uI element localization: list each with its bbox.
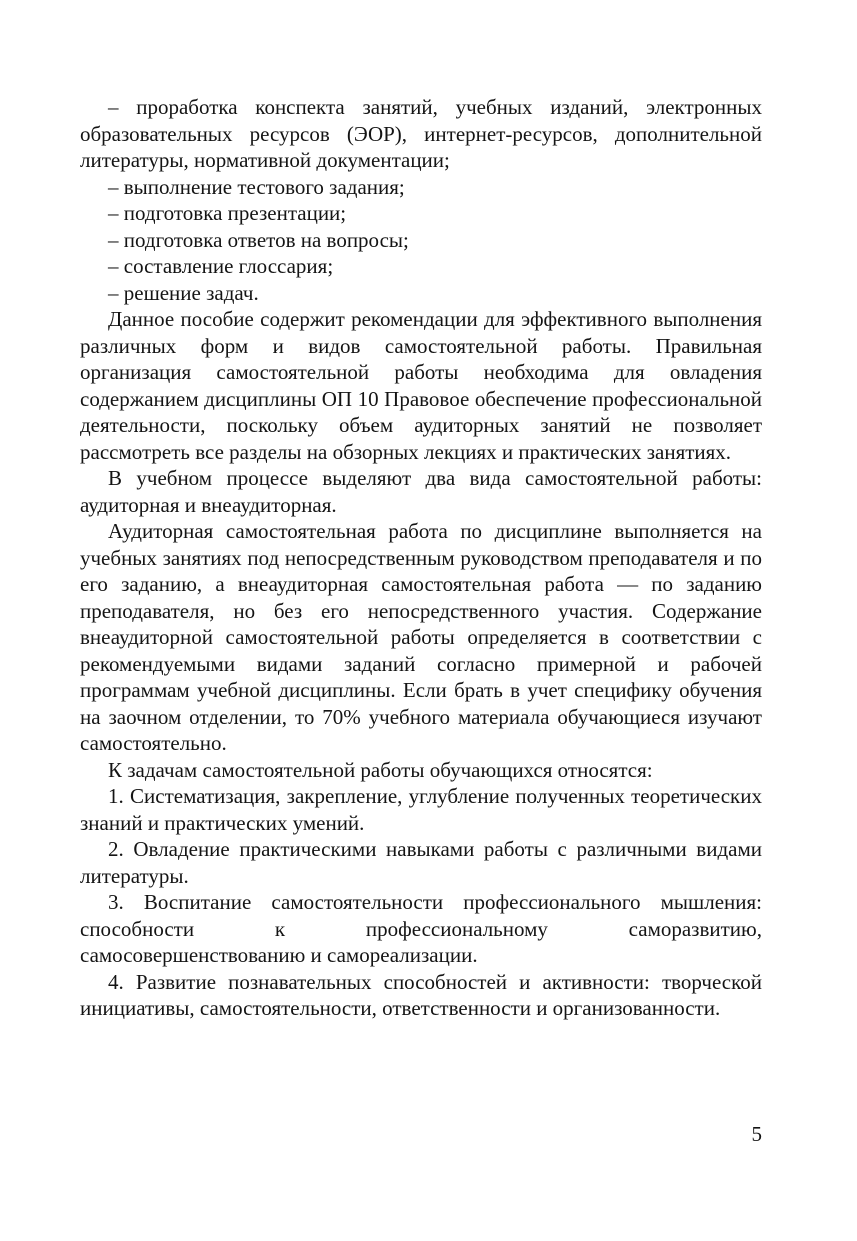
numbered-task-paragraph: 2. Овладение практическими навыками работы с различными видами литературы. (80, 837, 762, 888)
numbered-task-paragraph: 3. Воспитание самостоятельности профессионального мышления: способности к профессиональному саморазвитию, самосовершенствованию и самореализации. (80, 890, 762, 967)
page-number: 5 (751, 1122, 762, 1146)
numbered-task-paragraph: 1. Систематизация, закрепление, углубление полученных теоретических знаний и практических умений. (80, 784, 762, 835)
paragraph: В учебном процессе выделяют два вида самостоятельной работы: аудиторная и внеаудиторная. (80, 466, 762, 517)
paragraph: Аудиторная самостоятельная работа по дисциплине выполняется на учебных занятиях под непосредственным руководством преподавателя и по его заданию, а внеаудиторная самостоятельная работа — по заданию преподавателя, но без его непосредственного участия. Содержание внеаудиторной самостоятельной работы определяется в соответствии с рекомендуемыми видами заданий согласно примерной и рабочей программам учебной дисциплины. Если брать в учет специфику обучения на заочном отделении, то 70% учебного материала обучающиеся изучают самостоятельно. (80, 519, 762, 755)
list-item: – выполнение тестового задания; (108, 174, 405, 199)
numbered-task-paragraph: 4. Развитие познавательных способностей и активности: творческой инициативы, самостоятельности, ответственности и организованности. (80, 969, 762, 1020)
page-text (80, 94, 762, 1022)
list-item: – решение задач. (108, 280, 259, 305)
list-item: – подготовка презентации; (108, 201, 347, 225)
list-item: – подготовка ответов на вопросы; (108, 227, 409, 252)
list-item: – составление глоссария; (108, 254, 334, 278)
paragraph: К задачам самостоятельной работы обучающихся относятся: (108, 757, 653, 782)
paragraph: Данное пособие содержит рекомендации для эффективного выполнения различных форм и видов самостоятельной работы. Правильная организация самостоятельной работы необходима для овладения содержанием дисциплины ОП 10 Правовое обеспечение профессиональной деятельности, поскольку объем аудиторных занятий не позволяет рассмотреть все разделы на обзорных лекциях и практических занятиях. (80, 307, 762, 464)
list-item: – проработка конспекта занятий, учебных изданий, электронных образовательных ресурсов (ЭОР), интернет-ресурсов, дополнительной литературы, нормативной документации; (80, 95, 762, 172)
